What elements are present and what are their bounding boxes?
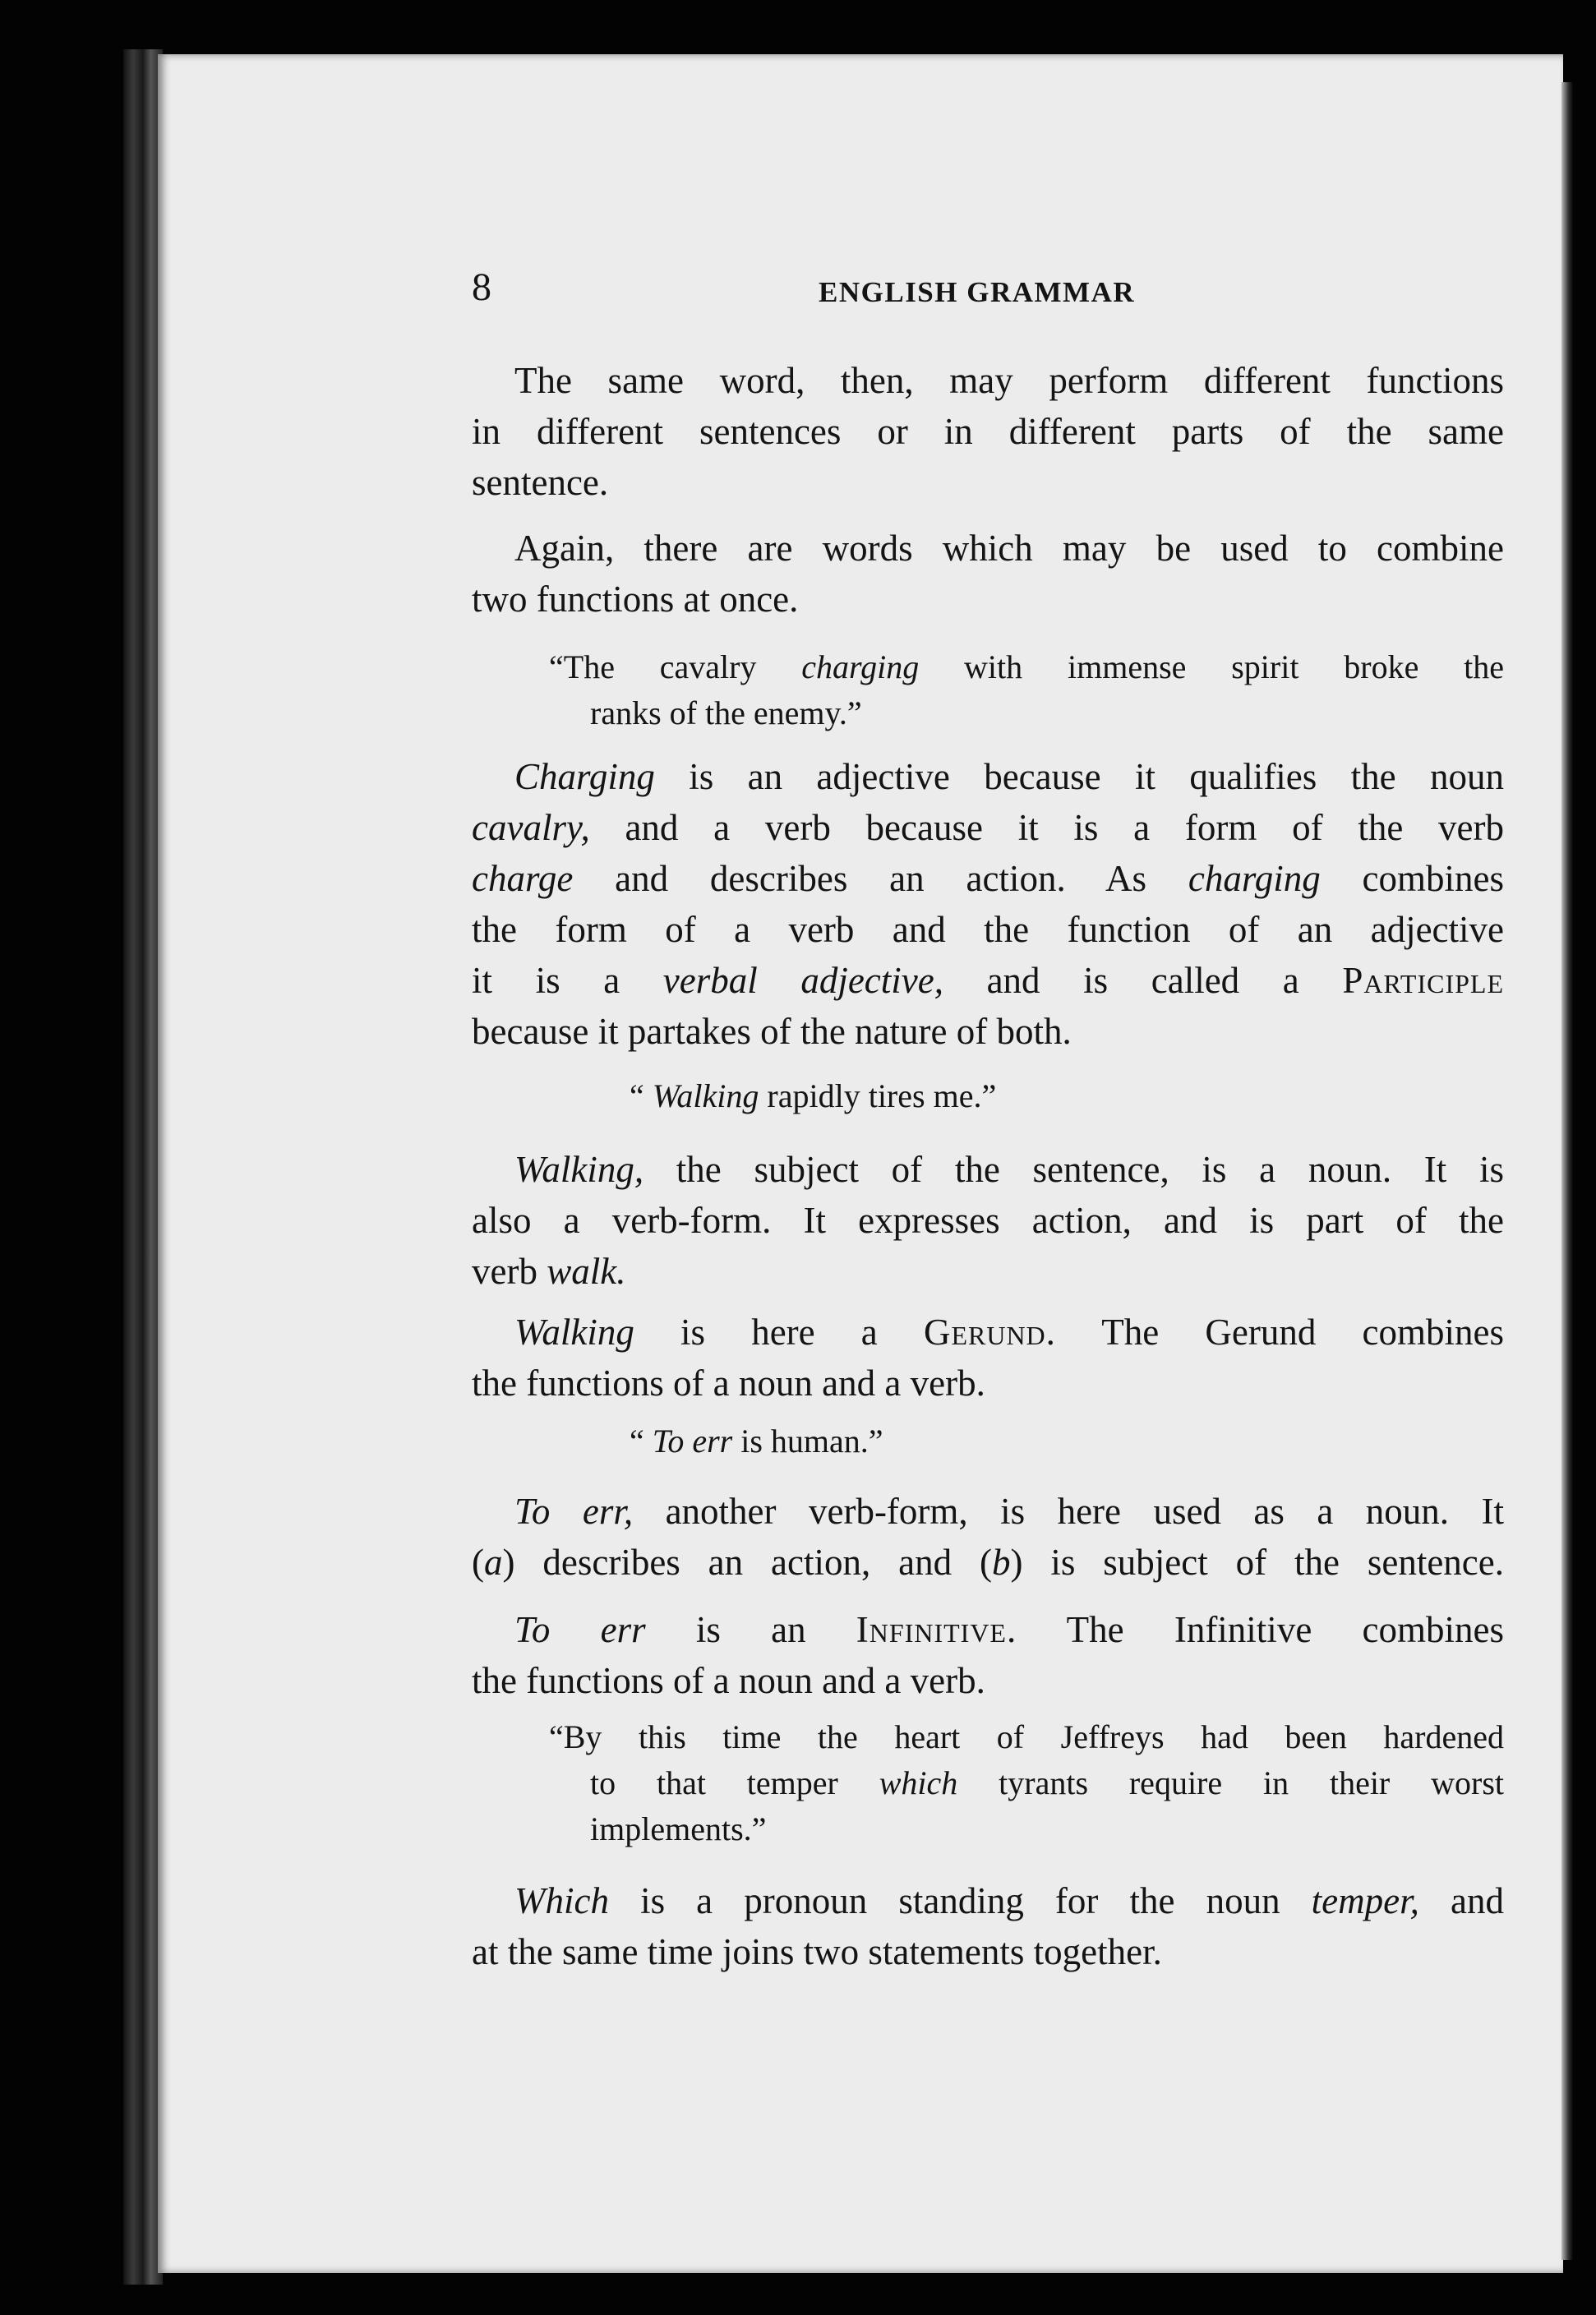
text-line: implements.”: [590, 1810, 767, 1847]
text-line: it is a verbal adjective, and is called a Participle: [472, 960, 1504, 1001]
text-line: To err, another verb-form, is here used as a noun. It: [514, 1491, 1505, 1532]
paragraph-4: [472, 1144, 1504, 1297]
text-line: the functions of a noun and a verb.: [472, 1363, 985, 1404]
text-line: Which is a pronoun standing for the noun temper, and: [514, 1880, 1504, 1921]
paragraph-6: [472, 1486, 1504, 1588]
quotation-1: [549, 644, 1504, 736]
text-line: sentence.: [472, 462, 609, 503]
text-line: to that temper which tyrants require in their worst: [590, 1764, 1504, 1801]
text-line: To err is an Infinitive. The Infinitive combines: [514, 1609, 1504, 1650]
text-line: “ Walking rapidly tires me.”: [630, 1077, 997, 1114]
text-line: the form of a verb and the function of an adjective: [472, 909, 1504, 950]
text-line: charge and describes an action. As charging combines: [472, 858, 1504, 899]
text-line: cavalry, and a verb because it is a form of the verb: [472, 807, 1504, 848]
text-line: in different sentences or in different parts of the same: [472, 411, 1504, 452]
text-line: Walking, the subject of the sentence, is a noun. It is: [514, 1149, 1504, 1190]
page-number: 8: [472, 265, 491, 309]
text-line: the functions of a noun and a verb.: [472, 1660, 985, 1701]
quotation-2: [630, 1073, 1369, 1119]
paragraph-2: [472, 523, 1504, 625]
text-line: (a) describes an action, and (b) is subject of the sentence.: [472, 1542, 1504, 1583]
paragraph-5: [472, 1307, 1504, 1409]
text-line: also a verb-form. It expresses action, and is part of the: [472, 1200, 1504, 1241]
text-line: “ To err is human.”: [630, 1423, 883, 1460]
quotation-4: [549, 1714, 1504, 1852]
text-line: because it partakes of the nature of both.: [472, 1011, 1072, 1052]
paragraph-3: [472, 751, 1504, 1057]
paragraph-1: [472, 355, 1504, 508]
paragraph-7: [472, 1604, 1504, 1706]
text-line: “The cavalry charging with immense spirit broke the: [549, 648, 1505, 685]
page-edge: [1561, 82, 1573, 2260]
paragraph-8: [472, 1875, 1504, 1977]
book-binding: [123, 49, 163, 2285]
text-line: “By this time the heart of Jeffreys had been hardened: [549, 1718, 1504, 1755]
text-line: Walking is here a Gerund. The Gerund combines: [514, 1312, 1504, 1353]
text-line: ranks of the enemy.”: [590, 694, 862, 731]
text-line: two functions at once.: [472, 579, 799, 620]
text-line: at the same time joins two statements together.: [472, 1931, 1162, 1972]
running-title: ENGLISH GRAMMAR: [819, 276, 1136, 308]
text-line: The same word, then, may perform different functions: [514, 360, 1504, 401]
text-line: Charging is an adjective because it qualifies the noun: [514, 756, 1504, 797]
text-line: Again, there are words which may be used to combine: [514, 528, 1504, 569]
quotation-3: [630, 1418, 1369, 1464]
text-line: verb walk.: [472, 1251, 626, 1292]
